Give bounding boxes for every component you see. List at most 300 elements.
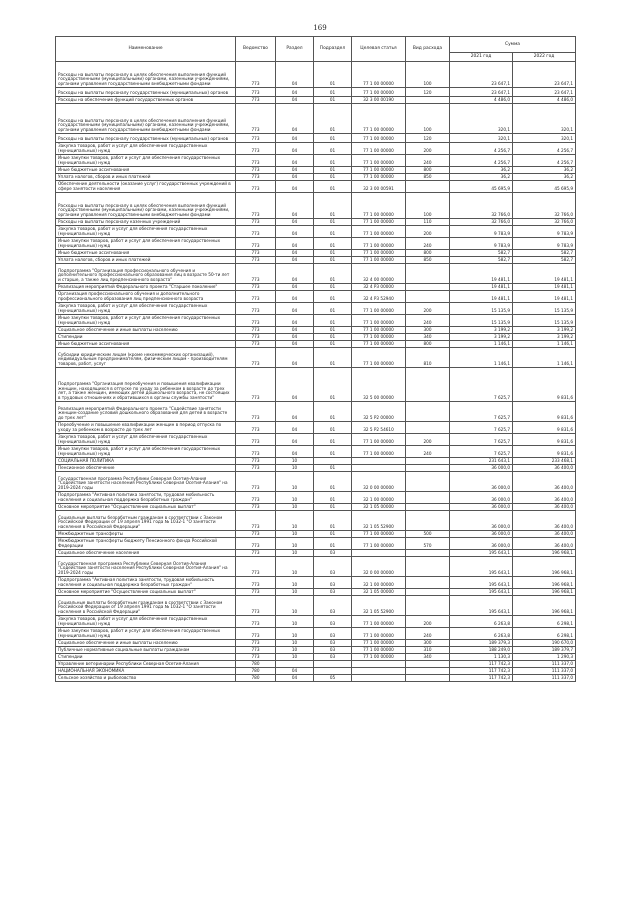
row-ved: 780 bbox=[236, 675, 276, 682]
row-sum-2022: 3 199,2 bbox=[513, 327, 576, 334]
table-row bbox=[56, 446, 576, 458]
row-vr: 240 bbox=[406, 155, 450, 167]
row-sum-2022: 36 400,0 bbox=[513, 531, 576, 538]
row-name: Управление ветеринарии Республики Северная Осетия-Алания bbox=[56, 661, 236, 668]
row-ved: 773 bbox=[236, 238, 276, 250]
table-row bbox=[56, 458, 576, 465]
row-vr: 800 bbox=[406, 341, 450, 348]
row-vr bbox=[406, 596, 450, 616]
row-csr: 77 1 00 00000 bbox=[352, 303, 406, 315]
row-csr: 77 1 00 00000 bbox=[352, 341, 406, 348]
table-row bbox=[56, 550, 576, 557]
row-csr: 77 1 00 00000 bbox=[352, 62, 406, 88]
row-razdel: 10 bbox=[276, 557, 314, 577]
row-ved: 773 bbox=[236, 315, 276, 327]
row-name: Закупка товаров, работ и услуг для обеспечения государственных (муниципальных) нужд bbox=[56, 143, 236, 155]
table-row bbox=[56, 62, 576, 88]
row-sum-2021: 7 625,7 bbox=[450, 402, 513, 422]
row-csr: 32 1 05 00000 bbox=[352, 589, 406, 596]
row-razdel: 10 bbox=[276, 596, 314, 616]
row-ved: 773 bbox=[236, 589, 276, 596]
row-razdel: 04 bbox=[276, 134, 314, 143]
row-ved: 773 bbox=[236, 531, 276, 538]
table-row bbox=[56, 589, 576, 596]
row-sum-2021: 36,2 bbox=[450, 174, 513, 181]
table-row bbox=[56, 264, 576, 284]
row-podrazdel: 01 bbox=[314, 531, 352, 538]
row-ved: 773 bbox=[236, 181, 276, 193]
row-name: Основное мероприятие "Осуществление социальных выплат" bbox=[56, 589, 236, 596]
row-sum-2022: 111 337,0 bbox=[513, 668, 576, 675]
row-razdel: 04 bbox=[276, 250, 314, 257]
row-podrazdel: 03 bbox=[314, 616, 352, 628]
row-vr: 200 bbox=[406, 226, 450, 238]
row-podrazdel: 01 bbox=[314, 327, 352, 334]
row-name: Основное мероприятие "Осуществление социальных выплат" bbox=[56, 504, 236, 511]
row-ved: 773 bbox=[236, 647, 276, 654]
row-razdel: 04 bbox=[276, 368, 314, 402]
row-vr bbox=[406, 661, 450, 668]
row-sum-2022: 9 831,6 bbox=[513, 402, 576, 422]
row-sum-2021: 6 263,8 bbox=[450, 628, 513, 640]
row-ved: 773 bbox=[236, 616, 276, 628]
row-ved: 773 bbox=[236, 577, 276, 589]
row-sum-2021: 7 625,7 bbox=[450, 446, 513, 458]
row-csr bbox=[352, 465, 406, 472]
row-sum-2022: 36,2 bbox=[513, 174, 576, 181]
row-podrazdel: 01 bbox=[314, 422, 352, 434]
table-row bbox=[56, 368, 576, 402]
row-sum-2022: 19 481,1 bbox=[513, 284, 576, 291]
row-csr: 77 1 00 00000 bbox=[352, 538, 406, 550]
row-vr bbox=[406, 492, 450, 504]
row-razdel: 10 bbox=[276, 511, 314, 531]
row-sum-2022: 111 337,0 bbox=[513, 675, 576, 682]
row-ved: 773 bbox=[236, 62, 276, 88]
table-row bbox=[56, 315, 576, 327]
row-name: Расходы на выплаты персоналу государственных (муниципальных) органов bbox=[56, 88, 236, 97]
row-name: Пенсионное обеспечение bbox=[56, 465, 236, 472]
row-sum-2021: 1 146,1 bbox=[450, 348, 513, 368]
row-csr: 77 1 00 00000 bbox=[352, 531, 406, 538]
row-csr: 32 4 P3 52940 bbox=[352, 291, 406, 303]
row-sum-2021: 582,7 bbox=[450, 250, 513, 257]
row-name: Реализация мероприятий Федерального проекта "Старшее поколение" bbox=[56, 284, 236, 291]
row-csr: 77 1 00 00000 bbox=[352, 654, 406, 661]
row-podrazdel: 01 bbox=[314, 315, 352, 327]
row-name: Закупка товаров, работ и услуг для обеспечения государственных (муниципальных) нужд bbox=[56, 226, 236, 238]
row-ved: 773 bbox=[236, 341, 276, 348]
row-csr: 77 1 00 00000 bbox=[352, 647, 406, 654]
table-row bbox=[56, 257, 576, 264]
row-name: Переобучение и повышение квалификации женщин в период отпуска по уходу за ребенком в возрасте до трех лет bbox=[56, 422, 236, 434]
row-csr: 77 1 00 00000 bbox=[352, 219, 406, 226]
header-ved: Ведомство bbox=[236, 37, 276, 62]
row-sum-2022: 582,7 bbox=[513, 257, 576, 264]
row-ved: 773 bbox=[236, 465, 276, 472]
table-row bbox=[56, 492, 576, 504]
table-row bbox=[56, 193, 576, 219]
table-row bbox=[56, 472, 576, 492]
row-csr: 32 0 00 00000 bbox=[352, 557, 406, 577]
row-name: Обеспечение деятельности (оказание услуг) государственных учреждений в сфере занятости населения bbox=[56, 181, 236, 193]
row-razdel: 04 bbox=[276, 62, 314, 88]
row-sum-2021: 4 486,0 bbox=[450, 97, 513, 104]
row-podrazdel: 01 bbox=[314, 257, 352, 264]
row-csr: 32 3 00 00591 bbox=[352, 181, 406, 193]
row-sum-2022: 1 290,3 bbox=[513, 654, 576, 661]
row-vr bbox=[406, 402, 450, 422]
row-podrazdel: 01 bbox=[314, 538, 352, 550]
row-razdel: 04 bbox=[276, 167, 314, 174]
row-podrazdel: 01 bbox=[314, 303, 352, 315]
row-name: Социальные выплаты безработным гражданам в соответствии с Законом Российской Федерации от 19 апреля 1991 года № 1032-1 "О занятости населения в Российской Федерации" bbox=[56, 511, 236, 531]
row-podrazdel: 01 bbox=[314, 465, 352, 472]
row-sum-2022: 582,7 bbox=[513, 250, 576, 257]
row-vr bbox=[406, 181, 450, 193]
row-razdel: 04 bbox=[276, 422, 314, 434]
row-sum-2022: 36 400,0 bbox=[513, 465, 576, 472]
row-sum-2022: 15 135,9 bbox=[513, 315, 576, 327]
row-razdel: 10 bbox=[276, 577, 314, 589]
row-ved: 773 bbox=[236, 492, 276, 504]
row-razdel: 10 bbox=[276, 458, 314, 465]
table-row bbox=[56, 557, 576, 577]
row-sum-2021: 6 263,8 bbox=[450, 616, 513, 628]
row-csr bbox=[352, 668, 406, 675]
row-sum-2021: 195 643,1 bbox=[450, 550, 513, 557]
row-vr: 200 bbox=[406, 434, 450, 446]
row-name: Закупка товаров, работ и услуг для обеспечения государственных (муниципальных) нужд bbox=[56, 434, 236, 446]
row-vr: 240 bbox=[406, 315, 450, 327]
row-name: Публичные нормативные социальные выплаты гражданам bbox=[56, 647, 236, 654]
row-razdel: 10 bbox=[276, 504, 314, 511]
table-row bbox=[56, 219, 576, 226]
table-row bbox=[56, 284, 576, 291]
row-csr: 77 1 00 00000 bbox=[352, 193, 406, 219]
row-ved: 773 bbox=[236, 174, 276, 181]
row-csr: 32 5 P2 54610 bbox=[352, 422, 406, 434]
row-csr: 32 1 05 52900 bbox=[352, 596, 406, 616]
row-razdel: 04 bbox=[276, 402, 314, 422]
row-podrazdel: 03 bbox=[314, 557, 352, 577]
row-sum-2022: 196 968,1 bbox=[513, 589, 576, 596]
row-name: Подпрограмма "Организация переобучения и повышения квалификации женщин, находящихся в отпуске по уходу за ребенком в возрасте до трех лет, а также женщин, имеющих детей дошкольного возраста, не состоящих в трудовых отношениях и обратившихся в органы службы занятости" bbox=[56, 368, 236, 402]
row-sum-2021: 320,1 bbox=[450, 134, 513, 143]
row-name: Подпрограмма "Организация профессионального обучения и дополнительного профессионального образования лиц в возрасте 50-ти лет и старше, а также лиц предпенсионного возраста" bbox=[56, 264, 236, 284]
row-sum-2022: 6 298,1 bbox=[513, 628, 576, 640]
row-ved: 773 bbox=[236, 458, 276, 465]
row-podrazdel: 01 bbox=[314, 334, 352, 341]
row-ved: 773 bbox=[236, 654, 276, 661]
row-razdel: 10 bbox=[276, 589, 314, 596]
row-podrazdel: 01 bbox=[314, 402, 352, 422]
row-vr: 850 bbox=[406, 174, 450, 181]
table-row bbox=[56, 334, 576, 341]
row-sum-2022: 19 481,1 bbox=[513, 291, 576, 303]
row-razdel: 04 bbox=[276, 193, 314, 219]
table-row bbox=[56, 538, 576, 550]
row-ved: 773 bbox=[236, 104, 276, 134]
row-name: Иные закупки товаров, работ и услуг для обеспечения государственных (муниципальных) нужд bbox=[56, 315, 236, 327]
row-razdel: 04 bbox=[276, 668, 314, 675]
row-sum-2022: 36,2 bbox=[513, 167, 576, 174]
header-year-2021: 2021 год bbox=[450, 53, 513, 62]
row-csr: 77 1 00 00000 bbox=[352, 434, 406, 446]
row-csr: 32 3 00 00190 bbox=[352, 97, 406, 104]
row-name: Социальное обеспечение населения bbox=[56, 550, 236, 557]
row-podrazdel: 03 bbox=[314, 577, 352, 589]
row-sum-2022: 19 481,1 bbox=[513, 264, 576, 284]
row-vr: 850 bbox=[406, 257, 450, 264]
row-csr: 32 1 00 00000 bbox=[352, 492, 406, 504]
table-row bbox=[56, 181, 576, 193]
row-vr bbox=[406, 368, 450, 402]
row-name: Социальные выплаты безработным гражданам в соответствии с Законом Российской Федерации от 19 апреля 1991 года № 1032-1 "О занятости населения в Российской Федерации" bbox=[56, 596, 236, 616]
table-row bbox=[56, 531, 576, 538]
row-sum-2022: 1 146,1 bbox=[513, 341, 576, 348]
row-name: Расходы на выплаты персоналу государственных (муниципальных) органов bbox=[56, 134, 236, 143]
row-razdel: 04 bbox=[276, 155, 314, 167]
row-name: Закупка товаров, работ и услуг для обеспечения государственных (муниципальных) нужд bbox=[56, 616, 236, 628]
row-sum-2021: 45 695,9 bbox=[450, 181, 513, 193]
row-sum-2021: 32 766,0 bbox=[450, 193, 513, 219]
row-name: Государственная программа Республики Северная Осетия-Алания "Содействие занятости населения Республики Северная Осетия-Алания" на 2019-2024 годы bbox=[56, 557, 236, 577]
row-sum-2021: 188 249,0 bbox=[450, 647, 513, 654]
row-podrazdel: 01 bbox=[314, 264, 352, 284]
row-razdel: 10 bbox=[276, 628, 314, 640]
row-razdel: 04 bbox=[276, 143, 314, 155]
row-vr: 340 bbox=[406, 654, 450, 661]
row-podrazdel: 01 bbox=[314, 181, 352, 193]
row-name: Социальное обеспечение и иные выплаты населению bbox=[56, 327, 236, 334]
table-row bbox=[56, 675, 576, 682]
row-sum-2022: 32 766,0 bbox=[513, 219, 576, 226]
row-vr bbox=[406, 458, 450, 465]
row-ved: 780 bbox=[236, 661, 276, 668]
row-sum-2021: 195 643,1 bbox=[450, 596, 513, 616]
row-razdel: 04 bbox=[276, 238, 314, 250]
row-razdel: 04 bbox=[276, 446, 314, 458]
table-row bbox=[56, 628, 576, 640]
row-vr bbox=[406, 577, 450, 589]
row-razdel: 10 bbox=[276, 550, 314, 557]
row-razdel: 04 bbox=[276, 327, 314, 334]
row-podrazdel: 01 bbox=[314, 62, 352, 88]
row-podrazdel bbox=[314, 668, 352, 675]
row-razdel: 04 bbox=[276, 341, 314, 348]
row-podrazdel: 01 bbox=[314, 504, 352, 511]
row-sum-2022: 3 199,2 bbox=[513, 334, 576, 341]
row-sum-2022: 196 968,1 bbox=[513, 596, 576, 616]
row-csr: 77 1 00 00000 bbox=[352, 315, 406, 327]
row-sum-2021: 320,1 bbox=[450, 104, 513, 134]
row-csr bbox=[352, 550, 406, 557]
table-row bbox=[56, 238, 576, 250]
row-csr: 77 1 00 00000 bbox=[352, 334, 406, 341]
row-csr: 77 1 00 00000 bbox=[352, 327, 406, 334]
row-ved: 773 bbox=[236, 291, 276, 303]
table-row bbox=[56, 327, 576, 334]
row-csr: 77 1 00 00000 bbox=[352, 446, 406, 458]
table-row bbox=[56, 291, 576, 303]
row-podrazdel: 01 bbox=[314, 446, 352, 458]
table-row bbox=[56, 155, 576, 167]
row-vr bbox=[406, 422, 450, 434]
row-csr: 32 1 05 00000 bbox=[352, 504, 406, 511]
row-name: Расходы на выплаты персоналу в целях обеспечения выполнения функций государственными (муниципальными) органами, казенными учреждениями, органами управления государственными внебюджетными фондами bbox=[56, 62, 236, 88]
table-row bbox=[56, 174, 576, 181]
row-podrazdel: 01 bbox=[314, 238, 352, 250]
row-sum-2021: 3 199,2 bbox=[450, 334, 513, 341]
row-razdel: 04 bbox=[276, 257, 314, 264]
row-razdel: 04 bbox=[276, 291, 314, 303]
row-ved: 773 bbox=[236, 402, 276, 422]
row-csr: 77 1 00 00000 bbox=[352, 640, 406, 647]
row-vr bbox=[406, 472, 450, 492]
row-csr: 77 1 00 00000 bbox=[352, 628, 406, 640]
row-sum-2022: 4 256,7 bbox=[513, 143, 576, 155]
table-row bbox=[56, 143, 576, 155]
row-sum-2022: 190 670,0 bbox=[513, 640, 576, 647]
row-vr: 300 bbox=[406, 327, 450, 334]
row-name: Расходы на выплаты персоналу в целях обеспечения выполнения функций государственными (муниципальными) органами, казенными учреждениями, органами управления государственными внебюджетными фондами bbox=[56, 104, 236, 134]
row-csr: 77 1 00 00000 bbox=[352, 616, 406, 628]
row-sum-2022: 1 146,1 bbox=[513, 348, 576, 368]
table-row bbox=[56, 250, 576, 257]
row-podrazdel: 01 bbox=[314, 291, 352, 303]
table-row bbox=[56, 97, 576, 104]
row-razdel: 04 bbox=[276, 334, 314, 341]
row-sum-2021: 1 130,3 bbox=[450, 654, 513, 661]
row-vr: 240 bbox=[406, 628, 450, 640]
row-vr: 300 bbox=[406, 640, 450, 647]
row-ved: 773 bbox=[236, 303, 276, 315]
row-ved: 773 bbox=[236, 472, 276, 492]
row-razdel: 10 bbox=[276, 647, 314, 654]
row-csr: 77 1 00 00000 bbox=[352, 238, 406, 250]
row-podrazdel: 01 bbox=[314, 97, 352, 104]
row-vr: 200 bbox=[406, 616, 450, 628]
table-row bbox=[56, 647, 576, 654]
row-podrazdel: 03 bbox=[314, 550, 352, 557]
row-ved: 773 bbox=[236, 327, 276, 334]
row-ved: 773 bbox=[236, 134, 276, 143]
table-row bbox=[56, 511, 576, 531]
row-csr: 77 1 00 00000 bbox=[352, 250, 406, 257]
row-ved: 773 bbox=[236, 538, 276, 550]
row-sum-2022: 111 337,0 bbox=[513, 661, 576, 668]
row-csr: 32 4 P3 00000 bbox=[352, 284, 406, 291]
row-name: НАЦИОНАЛЬНАЯ ЭКОНОМИКА bbox=[56, 668, 236, 675]
row-sum-2022: 4 486,0 bbox=[513, 97, 576, 104]
row-vr bbox=[406, 668, 450, 675]
row-sum-2021: 117 742,3 bbox=[450, 661, 513, 668]
row-name: Иные закупки товаров, работ и услуг для обеспечения государственных (муниципальных) нужд bbox=[56, 446, 236, 458]
table-row bbox=[56, 668, 576, 675]
row-csr: 32 1 05 52900 bbox=[352, 511, 406, 531]
row-razdel: 10 bbox=[276, 640, 314, 647]
row-ved: 773 bbox=[236, 219, 276, 226]
row-razdel: 04 bbox=[276, 219, 314, 226]
table-row bbox=[56, 654, 576, 661]
row-name: Иные бюджетные ассигнования bbox=[56, 167, 236, 174]
row-sum-2022: 189 379,7 bbox=[513, 647, 576, 654]
row-sum-2021: 4 256,7 bbox=[450, 155, 513, 167]
row-vr bbox=[406, 97, 450, 104]
row-name: Межбюджетные трансферты bbox=[56, 531, 236, 538]
row-sum-2022: 9 783,9 bbox=[513, 226, 576, 238]
row-razdel: 10 bbox=[276, 531, 314, 538]
row-razdel: 10 bbox=[276, 654, 314, 661]
table-row bbox=[56, 596, 576, 616]
table-row bbox=[56, 303, 576, 315]
row-sum-2021: 19 481,1 bbox=[450, 291, 513, 303]
row-razdel: 04 bbox=[276, 675, 314, 682]
header-summa: Сумма bbox=[450, 37, 576, 53]
row-ved: 773 bbox=[236, 628, 276, 640]
row-podrazdel bbox=[314, 661, 352, 668]
row-sum-2021: 32 766,0 bbox=[450, 219, 513, 226]
row-sum-2021: 36 000,0 bbox=[450, 492, 513, 504]
row-name: Расходы на выплаты персоналу в целях обеспечения выполнения функций государственными (муниципальными) органами, казенными учреждениями, органами управления государственными внебюджетными фондами bbox=[56, 193, 236, 219]
row-vr bbox=[406, 264, 450, 284]
row-name: Стипендии bbox=[56, 334, 236, 341]
row-name: Расходы на выплаты персоналу казенных учреждений bbox=[56, 219, 236, 226]
row-csr bbox=[352, 661, 406, 668]
row-ved: 773 bbox=[236, 284, 276, 291]
row-sum-2021: 9 783,9 bbox=[450, 238, 513, 250]
row-sum-2021: 7 625,7 bbox=[450, 422, 513, 434]
row-podrazdel: 01 bbox=[314, 174, 352, 181]
row-name: Иные бюджетные ассигнования bbox=[56, 250, 236, 257]
table-row bbox=[56, 504, 576, 511]
row-podrazdel: 01 bbox=[314, 88, 352, 97]
row-razdel bbox=[276, 661, 314, 668]
row-csr: 32 4 00 00000 bbox=[352, 264, 406, 284]
row-vr bbox=[406, 675, 450, 682]
row-podrazdel: 01 bbox=[314, 155, 352, 167]
table-row bbox=[56, 434, 576, 446]
row-name: Межбюджетные трансферты бюджету Пенсионного фонда Российской Федерации bbox=[56, 538, 236, 550]
row-razdel: 04 bbox=[276, 88, 314, 97]
row-sum-2022: 9 831,6 bbox=[513, 422, 576, 434]
row-sum-2022: 36 400,0 bbox=[513, 538, 576, 550]
row-sum-2022: 23 647,1 bbox=[513, 88, 576, 97]
row-name: СОЦИАЛЬНАЯ ПОЛИТИКА bbox=[56, 458, 236, 465]
row-name: Иные закупки товаров, работ и услуг для обеспечения государственных (муниципальных) нужд bbox=[56, 628, 236, 640]
row-podrazdel: 03 bbox=[314, 628, 352, 640]
header-csr: Целевая статья bbox=[352, 37, 406, 62]
row-vr: 110 bbox=[406, 219, 450, 226]
row-sum-2021: 4 256,7 bbox=[450, 143, 513, 155]
row-podrazdel: 01 bbox=[314, 492, 352, 504]
table-row bbox=[56, 640, 576, 647]
row-sum-2022: 36 400,0 bbox=[513, 504, 576, 511]
row-vr: 120 bbox=[406, 134, 450, 143]
row-csr: 77 1 00 00000 bbox=[352, 88, 406, 97]
row-podrazdel: 01 bbox=[314, 341, 352, 348]
row-vr bbox=[406, 465, 450, 472]
row-razdel: 04 bbox=[276, 181, 314, 193]
row-podrazdel: 01 bbox=[314, 226, 352, 238]
row-podrazdel: 01 bbox=[314, 368, 352, 402]
row-ved: 773 bbox=[236, 88, 276, 97]
row-razdel: 04 bbox=[276, 348, 314, 368]
row-podrazdel: 01 bbox=[314, 193, 352, 219]
row-podrazdel: 03 bbox=[314, 640, 352, 647]
row-vr: 240 bbox=[406, 446, 450, 458]
